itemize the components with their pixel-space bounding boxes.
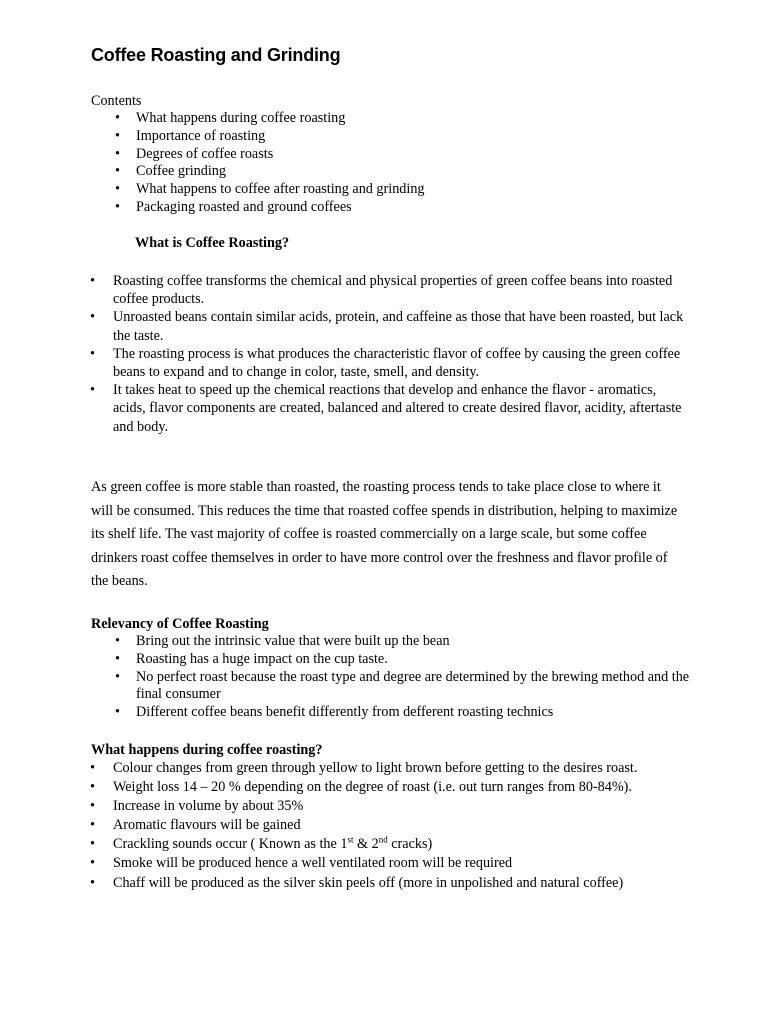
contents-label: Contents	[91, 93, 142, 109]
list-item: • Roasting coffee transforms the chemical and physical properties of green coffee beans into roasted coffee products.	[90, 272, 690, 308]
list-item: • Different coffee beans benefit differently from defferent roasting technics	[115, 704, 695, 722]
list-item: • Colour changes from green through yellow to light brown before getting to the desires roast.	[90, 759, 710, 778]
superscript-second: nd	[378, 834, 388, 845]
roasting-bullet-list	[90, 272, 690, 436]
list-item: • What happens to coffee after roasting and grinding	[115, 181, 425, 199]
crackling-text-end: cracks)	[387, 836, 433, 853]
list-item: • What happens during coffee roasting	[115, 110, 425, 128]
list-item: • Weight loss 14 – 20 % depending on the degree of roast (i.e. out turn ranges from 80-84%).	[90, 778, 710, 797]
list-item: • Importance of roasting	[115, 128, 425, 146]
crackling-text-middle: & 2	[353, 836, 379, 853]
list-item: • Chaff will be produced as the silver skin peels off (more in unpolished and natural coffee)	[90, 874, 710, 893]
list-item: • Increase in volume by about 35%	[90, 797, 710, 816]
list-item: • It takes heat to speed up the chemical reactions that develop and enhance the flavor - aromatics, acids, flavor components are created, balanced and altered to create desired flavor, acidity, aftertaste and body.	[90, 381, 690, 436]
list-item-crackling	[90, 835, 710, 854]
list-item: • Bring out the intrinsic value that were built up the bean	[115, 633, 695, 651]
list-item: • Smoke will be produced hence a well ventilated room will be required	[90, 854, 710, 873]
superscript-first: st	[347, 834, 354, 845]
list-item: • Coffee grinding	[115, 163, 425, 181]
list-item: • Roasting has a huge impact on the cup taste.	[115, 651, 695, 669]
section-heading-happens: What happens during coffee roasting?	[91, 742, 323, 758]
body-paragraph: As green coffee is more stable than roasted, the roasting process tends to take place close to where it will be consumed. This reduces the time that roasted coffee spends in distribution, helping to maximize its shelf life. The vast majority of coffee is roasted commercially on a large scale, but some coffee drinkers roast coffee themselves in order to have more control over the freshness and flavor profile of the beans.	[91, 479, 678, 589]
list-item: • Unroasted beans contain similar acids, protein, and caffeine as those that have been roasted, but lack the taste.	[90, 308, 690, 344]
list-item: • Packaging roasted and ground coffees	[115, 199, 425, 217]
section-heading-roasting: What is Coffee Roasting?	[135, 235, 290, 251]
crackling-text-start: Crackling sounds occur ( Known as the 1	[113, 836, 348, 853]
list-item: • The roasting process is what produces the characteristic flavor of coffee by causing the green coffee beans to expand and to change in color, taste, smell, and density.	[90, 345, 690, 381]
happens-bullet-list	[90, 759, 710, 893]
list-item: • Degrees of coffee roasts	[115, 146, 425, 164]
page-title: Coffee Roasting and Grinding	[91, 45, 341, 65]
contents-list	[115, 110, 425, 217]
section-heading-relevancy: Relevancy of Coffee Roasting	[91, 616, 269, 632]
list-item: • Aromatic flavours will be gained	[90, 816, 710, 835]
relevancy-bullet-list	[115, 633, 695, 722]
list-item: • No perfect roast because the roast type and degree are determined by the brewing method and the final consumer	[115, 669, 695, 705]
